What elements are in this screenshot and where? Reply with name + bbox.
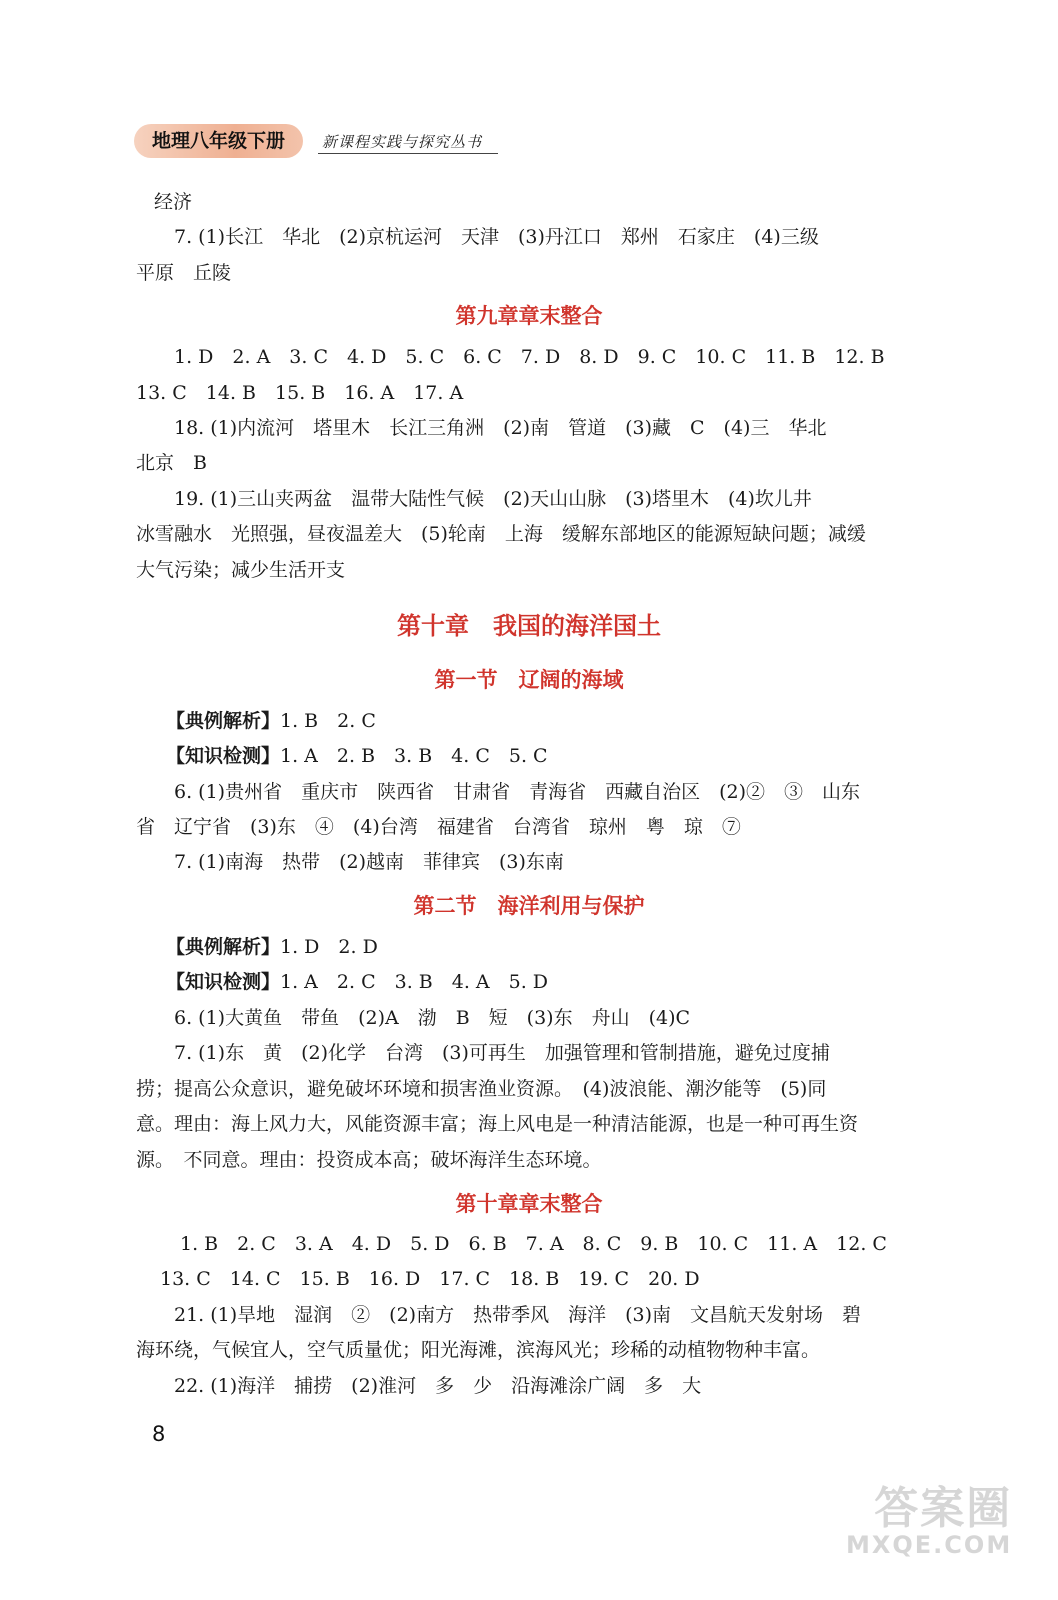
text-line: 6. (1)大黄鱼 带鱼 (2)A 渤 B 短 (3)东 舟山 (4)C [174,1007,691,1029]
section-heading: 第一节 辽阔的海域 [434,668,624,692]
text-line: 7. (1)长江 华北 (2)京杭运河 天津 (3)丹江口 郑州 石家庄 (4)三级 [174,226,819,248]
watermark-logo-text: 答案圈 [874,1483,1013,1534]
text-line: 18. (1)内流河 塔里木 长江三角洲 (2)南 管道 (3)藏 C (4)三 华北 [174,417,827,439]
section-heading: 第十章章末整合 [455,1192,603,1216]
text-line: 冰雪融水 光照强，昼夜温差大 (5)轮南 上海 缓解东部地区的能源短缺问题；减缓 [136,523,866,545]
watermark-url: MXQE.COM [846,1531,1013,1559]
text-line: 北京 B [136,452,207,474]
text-line [166,709,986,733]
text-line [166,935,986,959]
answer-text: 1. A 2. C 3. B 4. A 5. D [280,971,549,993]
watermark [846,1483,1013,1559]
section-heading: 第九章章末整合 [455,304,603,328]
answer-text: 1. B 2. C [280,710,376,732]
text-line: 21. (1)旱地 湿润 ② (2)南方 热带季风 海洋 (3)南 文昌航天发射场 碧 [174,1304,861,1326]
text-line: 平原 丘陵 [136,262,232,284]
text-line: 海环绕，气候宜人，空气质量优；阳光海滩，滨海风光；珍稀的动植物物种丰富。 [136,1339,821,1361]
page-number: 8 [152,1422,166,1446]
text-line: 源。 不同意。理由：投资成本高；破坏海洋生态环境。 [136,1149,602,1171]
answer-text: 1. D 2. D [280,936,378,958]
text-line: 13. C 14. C 15. B 16. D 17. C 18. B 19. C 20. D [160,1268,700,1290]
label-tag: 【典例解析】 [166,936,281,958]
text-line: 1. D 2. A 3. C 4. D 5. C 6. C 7. D 8. D 9. C 10. C 11. B 12. B [174,346,885,368]
section-heading: 第二节 海洋利用与保护 [413,894,645,918]
text-line: 7. (1)东 黄 (2)化学 台湾 (3)可再生 加强管理和管制措施，避免过度捕 [174,1042,830,1064]
answer-text: 1. A 2. B 3. B 4. C 5. C [280,745,548,767]
text-line: 22. (1)海洋 捕捞 (2)淮河 多 少 沿海滩涂广阔 多 大 [174,1375,702,1397]
label-tag: 【知识检测】 [166,971,281,993]
text-line [166,744,986,768]
label-tag: 【典例解析】 [166,710,281,732]
label-tag: 【知识检测】 [166,745,281,767]
text-line: 省 辽宁省 (3)东 ④ (4)台湾 福建省 台湾省 琼州 粤 琼 ⑦ [136,816,741,838]
text-line: 意。理由：海上风力大，风能资源丰富；海上风电是一种清洁能源，也是一种可再生资 [136,1113,859,1135]
book-title-badge: 地理八年级下册 [134,124,303,158]
text-line: 13. C 14. B 15. B 16. A 17. A [136,382,464,404]
text-line: 大气污染；减少生活开支 [136,559,346,581]
series-title: 新课程实践与探究丛书 [322,133,483,151]
text-line: 7. (1)南海 热带 (2)越南 菲律宾 (3)东南 [174,851,564,873]
text-line: 捞；提高公众意识，避免破坏环境和损害渔业资源。 (4)波浪能、潮汐能等 (5)同 [136,1078,827,1100]
text-line: 经济 [154,191,193,213]
text-line [166,970,986,994]
text-line: 1. B 2. C 3. A 4. D 5. D 6. B 7. A 8. C 9. B 10. C 11. A 12. C [180,1233,887,1255]
header-underline [318,153,498,154]
text-line: 19. (1)三山夹两盆 温带大陆性气候 (2)天山山脉 (3)塔里木 (4)坎儿井 [174,488,812,510]
text-line: 6. (1)贵州省 重庆市 陕西省 甘肃省 青海省 西藏自治区 (2)② ③ 山东 [174,781,860,803]
chapter-heading: 第十章 我国的海洋国土 [397,612,661,640]
